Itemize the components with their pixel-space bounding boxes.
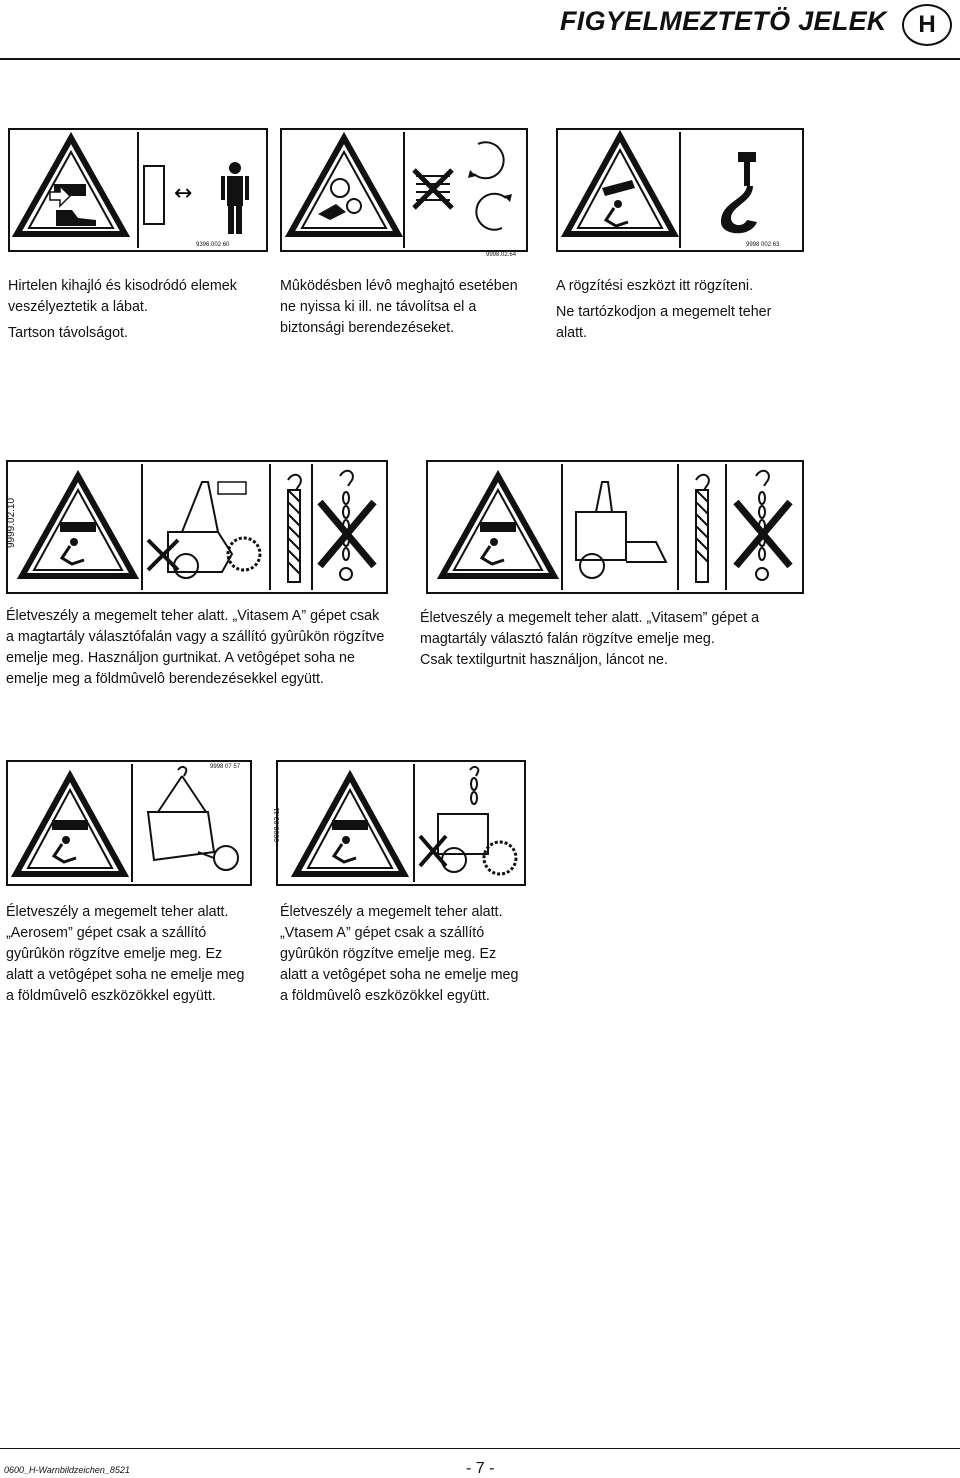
caption-vitasem-lifting [420,608,806,671]
warning-sign-vtasem-a-lifting [276,760,526,886]
caption-line: A rögzítési eszközt itt rögzíteni. [556,278,754,294]
sign-code: 9998 07 57 [210,764,241,770]
warning-sign-vitasem-a-lifting [6,460,388,594]
lifting-instructions-sign-icon [428,462,802,592]
svg-text:↔: ↔ [174,181,193,206]
caption-line: Életveszély a megemelt teher alatt. „Aerosem” gépet csak a szállító gyûrûkön rögzítve emelje meg. Ez alatt a vetôgépet soha ne emelje meg a földmûvelô eszközökkel együtt. [6,904,245,1004]
sign-code: 9998.02.11 [274,807,281,842]
lifting-instructions-sign-icon [8,462,386,592]
caption-line: Hirtelen kihajló és kisodródó elemek veszélyeztetik a lábat. [8,278,237,315]
page-title: FIGYELMEZTETÖ JELEK [560,6,887,36]
caption-line: Életveszély a megemelt teher alatt. „Vtasem A” gépet csak a szállító gyûrûkön rögzítve emelje meg. Ez alatt a vetôgépet soha ne emelje meg a földmûvelô eszközökkel együtt. [280,904,519,1004]
foot-crush-sign-icon [10,130,266,250]
lifting-instructions-sign-icon [8,762,250,884]
caption-vtasem-a-lifting [280,902,526,1007]
caption-line: Életveszély a megemelt teher alatt. „Vitasem” gépet a magtartály választó falán rögzítve emelje meg. [420,610,760,647]
rotating-parts-sign-icon [282,130,526,250]
sign-code: 9998 002 63 [746,242,780,248]
sign-code: 9396.002 60 [196,242,230,248]
header-rule [0,58,960,60]
section-badge: H [902,4,952,46]
caption-line: Mûködésben lévô meghajtó esetében ne nyissa ki ill. ne távolítsa el a biztonsági berendezéseket. [280,278,518,336]
warning-sign-drive-guards [280,128,528,252]
caption-line: Csak textilgurtnit használjon, láncot ne. [420,652,668,668]
warning-sign-aerosem-lifting [6,760,252,886]
warning-sign-vitasem-lifting [426,460,804,594]
lifting-instructions-sign-icon [278,762,524,884]
caption-suspended-load [556,276,800,344]
caption-drive-guards [280,276,524,339]
suspended-load-sign-icon [558,130,802,250]
caption-line: Tartson távolságot. [8,325,129,341]
caption-vitasem-a-lifting [6,606,386,690]
caption-line: Életveszély a megemelt teher alatt. „Vitasem A” gépet csak a magtartály választófalán vagy a szállító gyûrûkön rögzítve emelje meg. Használjon gurtnikat. A vetôgépet soha ne emelje meg a földmûvelô berendezésekkel együtt. [6,608,385,687]
warning-sign-suspended-load [556,128,804,252]
footer-rule [0,1448,960,1449]
warning-sign-foot-crush [8,128,268,252]
footer-filename: 0600_H-Warnbildzeichen_8521 [4,1465,130,1475]
caption-aerosem-lifting [6,902,252,1007]
caption-foot-crush [8,276,264,344]
sign-code: 9998.02.64 [486,252,517,258]
page-number: - 7 - [466,1460,495,1477]
sign-code: 9999.02.10 [6,497,17,548]
caption-line: Ne tartózkodjon a megemelt teher alatt. [556,304,772,341]
